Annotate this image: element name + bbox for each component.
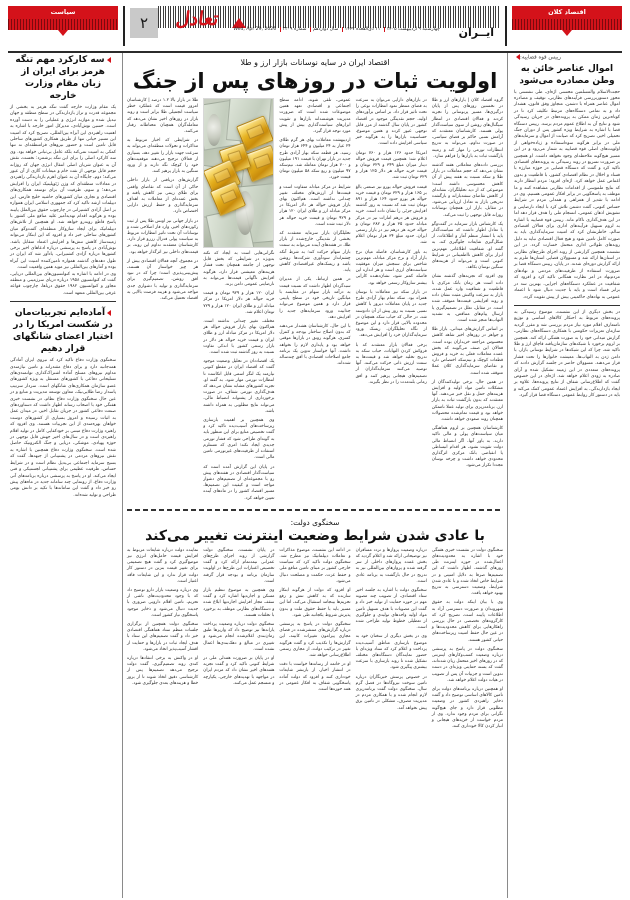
second-col-3 [279, 548, 350, 734]
section-label: ایــران [458, 26, 494, 39]
right-teaser-body-2: وی در ادامه با اشاره به کنوانسیون‌های بین‌المللی دریایی، گفت که کنوانسیون ۱۹۵۸ درباره دریای سرزمینی و منطقه مجاور و کنوانسیون ۱۹۸۲ حقوق دریاها، چارچوب قواعد عرفی بین‌المللی متعهد است. [10, 271, 116, 296]
paragraph: به باور کارشناسان، فاصله میان نرخ بازار آزاد و نرخ مرکز مبادله، مهم‌ترین شاخص برای سنجش میزان موفقیت سیاست‌های ارزی است و هر اندازه این فاصله کمتر شود، نشان‌دهنده کارایی بیشتر سازوکار رسمی خواهد بود. [355, 249, 427, 286]
right-badge-arrow-icon [58, 30, 68, 36]
paragraph: سخنگوی دولت درباره وضعیت پرداخت یارانه‌ها نیز توضیح داد که واریز‌ها طبق زمان‌بندی اعلام‌شده انجام می‌شود و تغییری در مبالغ و دهک‌بندی‌ها اعمال نشده است. [203, 621, 275, 652]
main-column [127, 53, 503, 898]
paragraph: قیمت فروش حواله یورو نیز صنعتی بالغ بر ۱۶۵ هزار و ۳۲۹ تومان و قیمت خرید حواله هر یورو حدود ۱۶۴ هزار و ۸۹۱ تومان ثبت شد که نسبت به روز گذشته افزایش جزئی را نشان داده است. خرید و فروش هر درهم امارات نیز در مرکز مبادله حدود ۳۵ هزار و ۳۸۲ تومان و حواله خرید هر درهم نیز در بازار رسمی ایران، حدود مبلغ ۳۴ هزار تومان اعلام شد. [355, 184, 427, 246]
badge-ticks [512, 19, 622, 30]
paragraph: کارشناسان همچنین بر لزوم هماهنگی میان سیاست‌های پولی و مالی تاکید دارند. به باور آنها، اگر انضباط مالی دولت تقویت نشود، هر اقدام انبساطی یا انقباضی بانک مرکزی اثرگذاری محدودی خواهد داشت و چرخه نوسان مجددا تکرار می‌شود. [431, 426, 503, 469]
second-story-kicker: سخنگوی دولت: [290, 517, 340, 527]
paragraph: سخنگوی دولت در پاسخ به پرسشی درباره وضعیت کسب‌وکارهای اینترنتی که در روزهای اخیر متحمل زیان شده‌اند، گفت که بسته حمایتی ویژه‌ای در دست تدوین است و جزییات آن پس از تصویب در هیات دولت اعلام خواهد شد. [431, 646, 503, 683]
banknote-portrait [207, 114, 221, 147]
paragraph: امریکا حدود ۱۲۶ هزار و ۷۶۰ تومان اعلام شد؛ همچنین قیمت فروش حواله دینار میزان مبلغ ۳۴۹ و ۳۲۹ تومان و قیمت خرید حواله هر دلار ۱۲۵ هزار و ۳۲۹ تومان ثبت شد. [355, 150, 427, 181]
right-teaser-2-headline-text: آماده‌ایم تجربیات‌مان در شکست امریکا را در اختیار اعضای شانگهای قرار دهیم [13, 308, 113, 355]
masthead-left-rule [505, 6, 507, 46]
paragraph: در بازار جهانی نیز اونس طلا پس از ثبت رکوردهای اخیر، وارد فاز اصلاحی شده و نوسانات آن تحت تاثیر انتظارات مربوط به سیاست پولی فدرال رزرو قرار دارد. کارشناسان معتقدند تداوم این روند، بر قیمت‌های داخلی نیز اثرگذار خواهد بود. [126, 218, 199, 255]
paragraph: او همچنین درباره برنامه‌های دولت برای تامین کالاهای اساسی توضیح داد و گفت ذخایر راهبردی کشور در وضعیت مطلوبی قرار دارد و جای هیچ‌گونه نگرانی برای مردم وجود ندارد. وی از مردم خواست از خریدهای هیجانی و انبار کردن کالا خودداری کنند. [431, 686, 503, 730]
paragraph: اردیبهشت معاملات بهای هر گرم طلای ۲۴ عیار به ۲۴ میلیون و ۶۴۴ هزار تومان رسید. هر قطعه سکه بهار آزادی طرح جدید در بازار تهران با قیمت ۱۹۱ میلیون و ۷۰۰ هزار تومان معامله شد. نیم‌سکه ۹۷ میلیون و ربع سکه ۵۸ میلیون تومان قیمت خورد. [279, 138, 351, 181]
second-story-grid [127, 548, 503, 734]
paragraph: سخنگوی دولت همچنین از برگزاری جلسات منظم ستاد هماهنگی اقتصادی خبر داد و گفت تصمیم‌های این ستاد با هدف ایجاد ثبات در بازارها و حمایت از اقشار آسیب‌پذیر اتخاذ می‌شود. [126, 621, 199, 652]
arrow-icon [107, 310, 111, 316]
right-teaser-headline-text: سه کارکرد مهم تنگه هرمز برای ایران از زبان مقام وزارت خارجه [15, 55, 105, 101]
paragraph: برخی فعالان بازار معتقدند که با فروکش کردن التهابات، حباب سکه به تدریج تخلیه خواهد شد و قیمت‌ها به سمت ارزش ذاتی حرکت می‌کنند. آنها توصیه می‌کنند سرمایه‌گذاران از تصمیم‌های هیجانی پرهیز کنند و افق زمانی بلندمدت را در نظر بگیرند. [355, 342, 427, 385]
right-teaser [8, 53, 118, 898]
right-teaser-headline[interactable] [8, 53, 118, 105]
right-teaser-2-body: سخنگوی وزارت دفاع تاکید کرد که نیروی ایران آمادگی همه‌جانبه دارد و برای دفاع مقتدرانه و تامین نیازمندی مداوم نیروهای مسلح آماده اشتراک‌گذاری توانمندی‌های تسلیحاتی دفاعی با کشورهای مستقل به ویژه کشورهای عضو سازمان همکاری‌های شانگهای است. سردار سرتیپ پاسدار رضا طلایی‌نیک، معاون توسعه مدیریت و منابع و در عین حال سخنگوی وزارت دفاع نظام، در نشست خبری هفتگی خود با اصحاب رسانه اظهار داشت که دستاوردهای صنعت دفاعی کشور در جریان تقابل اخیر، در میدان عمل به اثبات رسیده و امروز بسیاری از کشورهای دوست خواهان بهره‌مندی از این تجربیات هستند. وی افزود که راهبرد وزارت دفاع مبتنی بر خودکفایی کامل در تولید اقلام راهبردی است و در سال‌های اخیر جهش قابل توجهی در حوزه پهپادی، موشکی، دریایی و جنگ الکترونیک حاصل شده است. سخنگوی وزارت دفاع همچنین با اشاره به نقش نیروهای مردمی در پشتیبانی از جبهه‌ها، گفت که بسیج سرمایه اجتماعی بی‌بدیل نظام است و در شرایط حساس، ظرفیت عظیمی برای پشتیبانی لجستیکی و فنی ایجاد می‌کند. او در پاسخ به پرسشی درباره برنامه‌های آتی وزارت دفاع، از رونمایی چند سامانه جدید در ماه‌های پیش رو خبر داد و گفت این سامانه‌ها با تکیه بر دانش بومی طراحی و تولید شده‌اند. [10, 358, 116, 498]
right-teaser-badge-cell [8, 6, 118, 36]
lead-col-1 [432, 98, 503, 505]
right-teaser-2-headline[interactable] [8, 306, 118, 358]
right-teaser-divider [10, 301, 116, 302]
left-teaser-divider [514, 305, 620, 306]
right-section-badge-label: سیاست [50, 8, 76, 16]
paragraph: سخنگوی دولت با اشاره به جلسه اخیر ستاد اقتصادی، از تصویب چند مصوبه مهم در حوزه حمایت از تولید خبر داد و گفت این مصوبات با هدف تسهیل تامین مواد اولیه واحدهای تولیدی و جلوگیری از تعطیلی خطوط تولید طراحی شده است. [355, 587, 427, 631]
page-body [0, 53, 630, 898]
paragraph: او افزود که دولت از هرگونه ابتکار سازنده که به کاهش تنش و رفع تحریم‌ها بینجامد استقبال می‌کند، اما این مسیر باید با حفظ حقوق ملت و بدون پذیرش شروط یکجانبه طی شود. [279, 587, 351, 618]
paragraph: یک کارشناس بازار سرمایه در گفت‌وگو با تعادل اظهار داشت که سیاست‌گذار باید با انتشار منظم آمار و اطلاعات، از شکل‌گیری شایعات جلوگیری کند. به گفته او، شفافیت اطلاعاتی مهم‌ترین ابزار برای کاهش نااطمینانی در شرایط کنونی است و می‌تواند از هزینه‌های سنگین نوسان بکاهد. [431, 221, 503, 271]
second-col-2 [356, 548, 427, 734]
paragraph: در همین حال، برخی تولیدکنندگان از مشکلات تامین مواد اولیه و افزایش هزینه‌های حمل و نقل خبر می‌دهند. آنها معتقدند که بدون بازگشت ثبات به بازار ارز، برنامه‌ریزی برای تولید عملا ناممکن خواهد بود و قیمت تمام‌شده محصولات همچنان روند صعودی خواهد داشت. [431, 379, 503, 422]
second-col-5 [127, 548, 198, 734]
paragraph: در خصوص پرسش خبرنگاران درباره تامین سوخت نیروگاه‌ها در فصل گرم سال، سخنگوی دولت گفت برنامه‌ریزی لازم انجام شده و با همکاری مردم در مدیریت مصرف، مشکلی در تامین برق پیش نخواهد آمد. [355, 674, 427, 711]
dateline-gregorian: Wed, Apr 29, 2026 [233, 27, 277, 32]
left-teaser-body: حجت‌الاسلام والمسلمین محسنی اژه‌ای، طی نشستی با محور دستور‌بررسی فرآیندهای نظارتی، توقیف و مصادره اموال عناصر همراه با دشمن، متجاوز وفق قانون، هشدار داد و به تمامی دستگاه‌های مرتبط تکلیف کرد تا در کوتاه‌ترین زمان ممکن به پرونده‌های در جریان رسیدگی شود و نتایج آن به اطلاع عموم مردم برسد. رییس دستگاه قضا با اشاره به شرایط ویژه کشور پس از دوران جنگ تحمیلی اخیر، تصریح کرد که صیانت از اموال و سرمایه‌های ملی در برابر هرگونه سوءاستفاده و زیاده‌خواهی از اولویت‌های اصلی قوه قضاییه به شمار می‌رود و در این مسیر هیچ‌گونه ملاحظه‌ای وجود نخواهد داشت. او همچنین بر ضرورت تسریع در روند رسیدگی به پرونده‌های اقتصادی تاکید کرد و گفت که دستگاه قضایی در حوزه مبارزه با فساد و اخلال در نظام اقتصادی کشور، با قاطعیت و بدون اغماض عمل خواهد کرد. اژه‌ای افزود: مردم انتظار دارند که نتایج ملموسی از اقدامات نظارتی مشاهده کنند و ما موظف به پاسخگویی در برابر افکار عمومی هستیم. وی در ادامه با تقدیر از همراهی و همدلی مردم در شرایط حساس کنونی، گفت دشمن تلاش کرد با ایجاد نارضایتی و تشویش اذهان عمومی، انسجام ملی را هدف قرار دهد اما در این هدف‌گذاری ناکام ماند. رییس قوه قضاییه با اشاره به لزوم تسهیل فرآیندهای اداری برای فعالان اقتصادی سالم، خاطرنشان کرد که امنیت سرمایه‌گذاری باید به صورت کامل تامین شود و هیچ فعال اقتصادی نباید به دلیل روندهای طولانی اداری متحمل خسارت گردد. در این نشست همچنین گزارشی از روند اجرای طرح‌های نظارتی در استان‌ها ارائه شد و مسوولان قضایی استان‌ها ملزم به ارائه گزارش دوره‌ای شدند. در پایان، رییس دستگاه قضا بر ضرورت استفاده از ظرفیت‌های مردمی و نهادهای مردم‌نهاد در امر نظارت همگانی تاکید کرد و افزود که شفافیت در عملکرد دستگاه‌های اجرایی، بهترین سد در برابر فساد است و باید با جدیت دنبال شود تا اعتماد عمومی به نهادهای حاکمیتی بیش از پیش تقویت گردد. [514, 89, 620, 300]
dateline [233, 25, 442, 34]
paragraph: نگرانی‌هایی است به ایجاد که نکته به‌ویژه در شرایطی که بخش قابل توجهی از جامعه همچنان تحت فشار هزینه‌های معیشتی قرار دارد، هرگونه افزایش ناگهانی قیمت‌ها می‌تواند به نارضایتی عمومی دامن بزند. [203, 251, 275, 288]
right-section-badge[interactable] [8, 6, 118, 30]
lead-col-3 [279, 98, 350, 505]
left-teaser-badge-cell [512, 6, 622, 36]
story-separator-rule [127, 509, 503, 511]
paragraph: در ادامه این نشست، موضوع مذاکرات و تعاملات دیپلماتیک نیز مطرح شد. سخنگوی دولت تاکید کرد که سیاست خارجی کشور بر مبنای تامین منافع ملی و حفظ عزت، حکمت و مصلحت دنبال می‌شود. [279, 547, 351, 584]
lead-story-grid [127, 98, 503, 505]
paragraph: او در واکنش به برخی انتقادها درباره کندی روند تصمیم‌گیری، گفت دولت ترجیح می‌دهد تصمیم‌ها پس از کارشناسی دقیق اتخاذ شوند تا از بروز خطا و هزینه‌های بعدی جلوگیری شود. [126, 655, 199, 686]
second-col-4 [203, 548, 274, 734]
paragraph: او در خاتمه از رسانه‌ها خواست با دقت در انتشار اخبار، از بازنشر شایعات خودداری کنند و افزود که دولت آماده پاسخگویی شفاف به افکار عمومی در همه حوزه‌ها است. [279, 662, 351, 692]
column-rule-left [507, 53, 508, 898]
paragraph: وی افزود که تجربه‌های گذشته نشان داده است هر زمان بانک مرکزی با قاطعیت و شفافیت وارد عمل شده، بازار به سرعت واکنش مثبت نشان داده و روند افزایشی قیمت‌ها متوقف شده است. در مقابل، تعلل در تصمیم‌گیری یا ارسال پیام‌های متناقض، به تشدید التهاب‌ها منجر شده است. [431, 274, 503, 323]
paragraph: طلا در بازار بالا ۱.۲ درصد | کارشناسان امروز قیمت است که عملکرد خطر سیاست انجمیلی طلا برابر است و روند بازار در روزهای اخیر نشان می‌دهد که معامله‌گران همچنان محتاطانه رفتار می‌کنند. [126, 98, 199, 135]
paragraph: یک اقتصاددان در تحلیل وضعیت موجود گفت که اقتصاد ایران در مقطع کنونی نیازمند یک لنگر اسمی قابل اتکاست تا انتظارات تورمی مهار شود. به گفته او، تجربه کشورهای مشابه نشان می‌دهد که هدف‌گذاری تورمی شفاف، در صورت برخورداری از پشتوانه انضباط مالی، می‌تواند نتایج مطلوبی به همراه داشته باشد. [203, 359, 275, 414]
left-teaser-kicker-row [512, 53, 622, 62]
paragraph: گزارش‌های دریافتی از بازار داخلی حاکی از آن است که تقاضای واقعی برای طلای زینتی نیز کاهش یافته و بخش عمده‌ای از معاملات به اهداف سرمایه‌گذاری و حفظ ارزش دارایی اختصاص دارد. [126, 178, 199, 215]
paragraph: در بازارهای دارایی می‌توان به سرعت به فضای منتظر نمود انتظارات نوعی را تحت تاثیر قرار داد. بر اساس برآوردهای اولیه، حجم نقدینگی موجود در اقتصاد کشور در پایان سال گذشته از مرز قابل توجهی عبور کرده و همین موضوع، حساسیت بازارها را به هرگونه خبر سیاسی افزایش داده است. [355, 98, 427, 147]
paragraph: در پایان نشست، سخنگوی دولت گزارشی از روند اجرای طرح‌های عمرانی نیمه‌تمام ارائه کرد و گفت تخصیص اعتبارات این طرح‌ها در اولویت سازمان برنامه و بودجه قرار گرفته است. [203, 547, 275, 584]
paragraph: با این حال، کارشناسان هشدار می‌دهند که بدون اصلاح ساختار بودجه و کنترل کسری، هرگونه رونق در بازارها موقتی خواهد بود و پایداری لازم را نخواهد داشت. آنها خواستار تدوین یک برنامه جامع اصلاحات اقتصادی با افق چندساله شده‌اند. [279, 323, 351, 367]
paragraph: درباره وضعیت پروازها و تردد مسافران نیز توضیحاتی ارائه شد و اعلام گردید که بخش عمده پروازهای داخلی از سر گرفته شده و پروازهای بین‌المللی نیز به تدریج در حال بازگشت به برنامه عادی است. [355, 547, 427, 584]
dateline-issue: شماره ۳۲۰۹ [280, 27, 309, 32]
left-section-badge-label: اقتصاد کلان [548, 8, 586, 16]
masthead-center [158, 6, 500, 48]
lead-col-2 [356, 98, 427, 505]
page-number: ۲ [130, 8, 158, 38]
paragraph: در بازار سکه نیز معاملات با نوسان همراه بود. سکه تمام بهار آزادی طرح جدید در پایان معاملات دیروز با کاهش نسبی نسبت به روز پیش از آن دادوستد شد، در حالی که حباب سکه همچنان در محدوده بالایی قرار دارد و این موضوع از نگاه تحلیلگران، ریسک ورود سرمایه‌گذاران خرد را افزایش می‌دهد. [355, 289, 427, 339]
second-story-headline[interactable]: با عادی شدن شرایط وضعیت اینترنت تغییر می‌کند [145, 527, 485, 544]
left-teaser [512, 53, 622, 898]
paragraph: ایران ۱۲۰ هزار و ۹۲۹ تومان و قیمت خرید حواله هر دلار امریکا در مرکز مبادله ارز و طلای ایران ۱۲۰ هزار و ۷۲۹ تومان اعلام شد. [203, 291, 275, 315]
masthead-right-rule [123, 6, 125, 46]
left-section-badge[interactable] [512, 6, 622, 30]
paragraph: بررسی داده‌های معاملاتی هفته گذشته نشان می‌دهد که حجم معاملات در بازار طلا و سکه نسبت به هفته پیش از آن کاهش محسوسی داشته است؛ موضوعی که از دید تحلیلگران، نشانه‌ای از کاهش تقاضای سفته‌بازانه و بازگشت تدریجی بازار به تعادل ارزیابی می‌شود. در مقابل، بازار ارز همچنان نوسانات روزانه قابل توجهی را ثبت می‌کند. [431, 163, 503, 218]
lead-col-4 [203, 98, 274, 505]
paragraph: بر اساس گزارش‌های میدانی، بازار طلا و جواهر در روزهای اخیر شاهد کاهش محسوس مراجعه خریداران بوده است. فعالان این صنف می‌گویند که بخش عمده معاملات فعلی به خرید و فروش قطعات کوچک و نیم‌سکه اختصاص دارد و تقاضای سرمایه‌گذاری کلان عملا متوقف شده است. [431, 327, 503, 376]
lead-kicker: اقتصاد ایران در سایه نوسانات بازار ارز و طلا [240, 58, 390, 67]
left-teaser-body-2: در بخش دیگری از این نشست، موضوع رسیدگی به پرونده‌های مربوط به احتکار کالاهای اساسی و توزیع نامتعارف اقلام مورد نیاز مردم بررسی شد و مقرر گردید سازمان تعزیرات حکومتی با همکاری دستگاه‌های نظارتی، گزارش میدانی خود را به صورت هفتگی ارائه کند. همچنین بر لزوم برخورد با شبکه‌های سازمان‌یافته قاچاق ارز و طلا تاکید شد، چرا که این شبکه‌ها در شرایط نوسانی بازار، با دامن زدن به التهاب‌ها، معیشت خانوارها را تحت فشار قرار می‌دهند. مسوولان حاضر در جلسه گزارش دادند که پرونده‌های متعددی در این زمینه تشکیل شده و آرای صادره به زودی اعلام خواهد شد. اژه‌ای در این خصوص گفت که اطلاع‌رسانی شفاف از نتایج پرونده‌ها، علاوه بر ایجاد بازدارندگی، به افزایش اعتماد عمومی کمک می‌کند و باید در دستور کار روابط عمومی دستگاه قضا قرار گیرد. [514, 309, 620, 399]
paragraph: وی همچنین بر اهمیت بازسازی زیرساخت‌های آسیب‌دیده تاکید کرد و گفت تخصیص منابع برای این منظور باید به گونه‌ای طراحی شود که فشار تورمی جدیدی ایجاد نکند؛ امری که مستلزم استفاده از ظرفیت‌های غیرتورمی تامین مالی است. [203, 418, 275, 461]
paragraph: شرایط در مرکز مبادله متفاوت است و قیمت‌ها از ارزش‌های مختلف تغییر چندانی نداشته است. هم‌اکنون بهای بازار فروش حواله هر دلار امریکا در مرکز مبادله ارز و طلای ایران ۱۲۰ هزار و ۹۲۹ تومان و قیمت خرید حواله هر دلار ثبت شده است. [279, 184, 351, 227]
paragraph: عمومی، تلقی شوند. ادامه سطح اجتماعی و اقتصادی تعهد همین موضوعات شده است که ضرورت مدیریت هوشمندانه بازارها و تقویت ابزارهای سیاست‌گذاری بیش از پیش مورد توجه قرار گیرد. [279, 98, 351, 135]
badge-ticks [8, 19, 118, 30]
paragraph: تحلیلگران بازار سرمایه معتقدند که بخشی از نقدینگی خارج‌شده از بازار طلا، در هفته‌های آینده می‌تواند به سمت بازار سهام حرکت کند؛ به شرط آنکه چشم‌انداز سودآوری شرکت‌ها روشن باشد و ریسک‌های غیراقتصادی کاهش یابد. [279, 231, 351, 274]
paragraph: مختلف تغییر چندانی نداشته است. هم‌اکنون بهای بازار فروش حواله هر دلار امریکا در مرکز مبادله ارز و طلای ایران و قیمت خرید حواله هر دلار در بازار رسمی کشور با اندکی تفاوت نسبت به روز گذشته ثبت شده است. [203, 319, 275, 356]
paragraph: او در پایان بر ضرورت همدلی ملی در شرایط کنونی تاکید کرد و گفت تجربه هفته‌های اخیر نشان داد که مردم ایران در مواجهه با تهدیدهای خارجی، یکپارچه و منسجم عمل می‌کنند. [203, 655, 275, 686]
paragraph: وی با بیان اینکه دولت به حقوق شهروندان و ضرورت دسترسی آزاد به اطلاعات پایبند است، تصریح کرد که کارگروه‌های تخصصی در حال بررسی راهکارهایی برای کاهش محدودیت‌ها و در عین حال حفظ امنیت زیرساخت‌های حیاتی کشور هستند. [431, 600, 503, 643]
lead-headline[interactable]: اولویت ثبات در روزهای پس از جنگ [132, 69, 498, 93]
paragraph: در شرایطی که اخبار مربوط به مذاکرات و تحولات منطقه‌ای می‌تواند به سرعت جهت بازار را تغییر دهد، بسیاری از فعالان ترجیح می‌دهند موقعیت‌های خود را کوچک نگه دارند و از ورود سنگین به بازار پرهیز کنند. [126, 138, 199, 175]
left-badge-arrow-icon [562, 30, 572, 36]
dateline-lunar: ۱۱ ذی‌القعده ۱۴۴۷ [342, 27, 382, 32]
lead-col-5 [127, 98, 198, 505]
left-teaser-headline[interactable]: اموال عناصر خائن به وطن مصادره می‌شود [519, 63, 615, 86]
lead-photo [203, 98, 274, 248]
paragraph: وی همچنین به موضوع تنظیم بازار مسکن و اجاره‌بها اشاره کرد و گفت سقف مجاز افزایش اجاره‌بها ابلاغ شده و دستگاه‌های نظارتی موظف به برخورد با تخلفات هستند. [203, 587, 275, 618]
paragraph: وی در بخش دیگری از سخنان خود به موضوع بازسازی مناطق آسیب‌دیده پرداخت و اعلام کرد که ستاد ویژه‌ای با حضور نمایندگان دستگاه‌های مختلف تشکیل شده تا روند بازسازی با سرعت بیشتری پیگیری شود. [355, 634, 427, 671]
left-teaser-kicker: رییس قوه قضاییه: [520, 54, 561, 61]
publication-logo[interactable]: تعادل [174, 8, 221, 30]
masthead [0, 0, 630, 48]
paragraph: گروه اقتصاد کلان | بازارهای ارز و طلا در نخستین روزهای پس از پایان درگیری‌ها، مسیر پرنوسانی را تجربه کردند و فعالان اقتصادی در انتظار سیگنال‌های روشن از سوی سیاست‌گذار پولی هستند. کارشناسان معتقدند که آرامش نسبی حاکم بر فضای سیاسی، در صورت تداوم، می‌تواند به تدریج انتظارات تورمی را مهار کند و زمینه بازگشت ثبات به بازارها را فراهم سازد. [431, 98, 503, 159]
paragraph: در مجموع، آنچه فعالان اقتصادی بیش از هر چیز خواستار آن هستند، پیش‌بینی‌پذیری است؛ چرا که در نبود افق روشن، تصمیم‌گیری برای سرمایه‌گذاری و تولید با دشواری جدی مواجه می‌شود و هزینه فرصت بالایی به اقتصاد تحمیل می‌کند. [126, 258, 199, 302]
second-col-1 [432, 548, 503, 734]
arrow-icon [107, 57, 111, 63]
dateline-year: سال دوازدهم [310, 27, 340, 32]
paragraph: وی درباره وضعیت بازار دارو توضیح داد که با وجود محدودیت‌های ناشی از تحریم، تامین اقلام دارویی ضروری با جدیت دنبال می‌شود و ذخایر موجود پاسخگوی نیاز کشور است. [126, 587, 199, 618]
paragraph: در همین ارتباط، یکی از مدیران سبدگردان اظهار داشت که نسبت قیمت به درآمد بازار سهام در مقایسه با میانگین تاریخی خود در سطح پایینی قرار دارد و همین موضوع می‌تواند جذابیت ورود سرمایه‌های جدید را افزایش دهد. [279, 277, 351, 320]
paragraph: در پایان این گزارش آمده است که سیاست‌گذار اقتصادی در هفته‌های پیش رو با مجموعه‌ای از تصمیم‌های دشوار مواجه است و کیفیت این تصمیم‌ها، مسیر اقتصاد کشور را در ماه‌های آینده تعیین خواهد کرد. [203, 464, 275, 501]
dateline-solar: چهارشنبه ۹ اردیبهشت ۱۴۰۵ [384, 27, 442, 32]
paragraph: سخنگوی دولت در پاسخ به پرسشی درباره گزارش‌های منتشرشده در فضای مجازی پیرامون تغییرات کابینه، این گزارش‌ها را تکذیب کرد و گفت هرگونه تغییر در ترکیب دولت، از مجاری رسمی اطلاع‌رسانی خواهد شد. [279, 621, 351, 658]
paragraph: سخنگوی دولت در نشست خبری هفتگی خود با اشاره به محدودیت‌های اعمال‌شده در حوزه اینترنت طی روزهای گذشته، اظهار داشت که این تصمیم‌ها صرفا به دلایل امنیتی و در شرایط خاص اتخاذ شده و با عادی شدن شرایط، وضعیت دسترسی به تدریج بهبود خواهد یافت. [431, 547, 503, 597]
column-rule-right [122, 53, 123, 898]
paragraph: نماینده دولت درباره شایعات مربوط به افزایش قیمت حامل‌های انرژی نیز موضع‌گیری کرد و گفت هیچ تصمیمی برای تغییر قیمت بنزین در دستور کار دولت قرار ندارد و این شایعات فاقد اعتبار است. [126, 547, 199, 584]
right-teaser-body: یک مقام وزارت خارجه گفت تنگه هرمز به بخشی از مجموعه قدرت و تراز بازدارندگی در سطح منطقه و جهان تبدیل شده و موازنه انرژی و عملیاتی را به دست آورده است. حسین نوش‌آبادی، مدیرکل امور خارجه با اشاره به اهمیت راهبردی این آبراه بین‌المللی، تصریح کرد که امنیت این مسیر حیاتی تنها از طریق همکاری کشورهای ساحلی قابل تامین است و حضور نیروهای فرامنطقه‌ای نه تنها کمکی به امنیت نمی‌کند بلکه عامل بی‌ثباتی خواهد بود. وی سه کارکرد اصلی را برای این تنگه برشمرد: نخست، نقش آن به عنوان شریان اصلی انتقال انرژی جهان که روزانه حجم قابل توجهی از نفت خام و میعانات گازی از آن عبور می‌کند؛ دوم، جایگاه آن به عنوان اهرم بازدارندگی راهبردی در معادلات منطقه‌ای که وزن ژئوپلیتیک ایران را افزایش می‌دهد؛ و سوم، ظرفیت آن برای توسعه همکاری‌های اقتصادی و تجاری میان کشورهای حاشیه خلیج فارس. این دیپلمات ارشد تاکید کرد که جمهوری اسلامی ایران همواره بر اصل آزادی کشتیرانی در چارچوب حقوق بین‌الملل پایبند بوده و هرگونه اقدام تهدیدآمیز علیه منافع ملی کشور با پاسخ قاطع روبه‌رو خواهد شد. او همچنین از تلاش‌های دیپلماتیک برای ایجاد سازوکار منطقه‌ای گفت‌وگو میان کشورهای ساحلی خبر داد و افزود که این ابتکار می‌تواند زمینه‌ساز کاهش تنش‌ها و افزایش اعتماد متقابل باشد. نوش‌آبادی در پاسخ به پرسشی درباره ادعاهای اخیر برخی کشورها درباره آزادی کشتیرانی، یادآور شد که ایران در طول دهه‌های گذشته همواره تامین‌کننده امنیت این آبراه بوده و آمارهای بین‌المللی نیز موید همین واقعیت است. [10, 105, 116, 271]
